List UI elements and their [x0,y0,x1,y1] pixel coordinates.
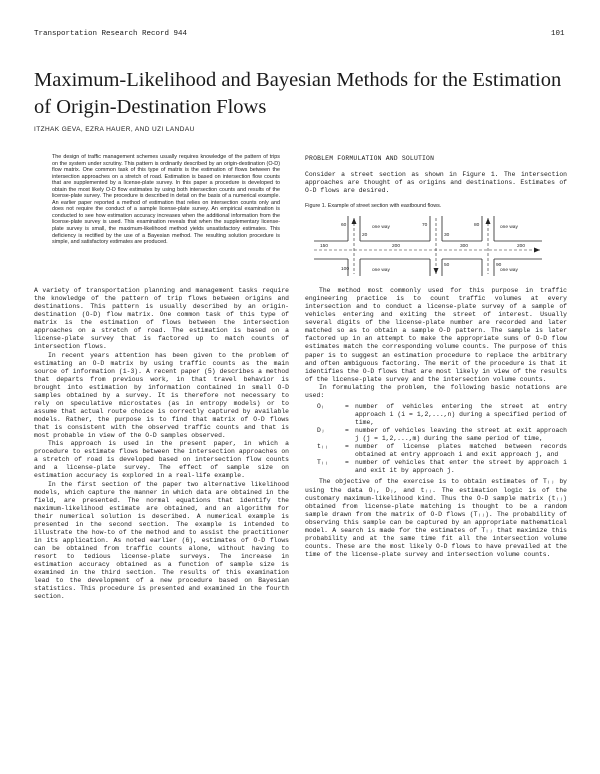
paragraph: In formulating the problem, the following basic notations are used: [305,383,567,399]
street-diagram [312,214,544,278]
right-column [305,287,567,559]
flow-label: 150 [320,244,329,249]
north-arrow-icon [486,218,491,224]
flow-label: 300 [460,244,469,249]
definition-item: Oᵢ = number of vehicles entering the street at entry approach i (i = 1,2,...,n) during a specified period of time, [317,402,567,426]
flow-label: 50 [444,263,450,268]
flow-label: 70 [422,223,428,228]
flow-label: 200 [392,244,401,249]
definition-item: tᵢⱼ = number of license plates matched between records obtained at entry approach i and exit approach j, and [317,443,567,459]
oneway-label: one way [372,268,390,273]
flow-label: 30 [444,233,450,238]
oneway-label: one way [500,268,518,273]
paragraph: The objective of the exercise is to obtain estimates of Tᵢⱼ by using the data Oᵢ, Dⱼ, and tᵢⱼ. The estimation logic is of the customary maximum-likelihood kind. Thus the O-D sample matrix (tᵢⱼ) obtained from license-plate matching is thought to be a random sample drawn from the matrix of O-D flows (Tᵢⱼ). The probability of observing this sample can be captured by an appropriate mathematical model. A search is made for the estimates of Tᵢⱼ that maximize this probability and at the same time fit all the intersection volume counts. These are the most likely O-D flows to have prevailed at the time of the license-plate survey and intersection volume counts. [305,478,567,558]
paragraph: A variety of transportation planning and management tasks require the knowledge of the pattern of trip flows between origins and destinations. This pattern is usually described by an origin-destination (O-D) flow matrix. One common task of this type of matrix is the estimation of flows between the intersection approaches on a stretch of road. The estimation is based on a license-plate survey that is factored up to match counts of intersection flows. [34,287,289,351]
notation-list [305,403,567,476]
flow-label: 60 [341,223,347,228]
page-number: 101 [551,30,565,38]
left-column [34,287,289,601]
figure-caption: Figure 1. Example of street section with eastbound flows. [305,203,442,209]
paragraph: This approach is used in the present paper, in which a procedure to estimate flows between the intersection approaches on a stretch of road is developed based on intersection flow counts and a license-plate survey. The effect of sample size on estimation accuracy is explored in a real-life example. [34,440,289,480]
paragraph: In the first section of the paper two alternative likelihood models, which capture the manner in which data are obtained in the field, are presented. The normal equations that identify the maximum-likelihood estimate are obtained, and an algorithm for their numerical solution is described. A numerical example is presented in the second section. The example is intended to illustrate the how-to of the method and to assist the practitioner in its application. As noted earlier (6), estimates of O-D flows can be obtained from traffic counts alone, without having to resort to tedious license-plate surveys. The increase in estimation accuracy obtained as a function of sample size is examined in the third section. The results of this examination lead to the development of a new procedure based on Bayesian statistics. This procedure is presented and examined in the fourth section. [34,480,289,601]
paragraph: The method most commonly used for this purpose in traffic engineering practice is to count traffic volumes at every intersection and to conduct a license-plate survey of a sample of vehicles entering and exiting the street of interest. Usually several digits of the license-plate number are recorded and later matched so as to obtain a sample O-D pattern. The sample is later factored up in an attempt to make the appropriate sums of O-D flow estimates match the corresponding volume counts. The purpose of this paper is to suggest an estimation procedure to replace the arbitrary and often ambiguous factoring. The merit of the procedure is that it identifies the O-D flows that are most likely in view of the results of the license-plate survey and the intersection volume counts. [305,287,567,383]
abstract: The design of traffic management schemes usually requires knowledge of the pattern of trips on the system under scrutiny. This pattern is ordinarily described by an origin-destination (O-D) flow matrix. One common task of this type of matrix is the estimation of flows between the intersection approaches on a stretch of road. Estimation is based on intersection flow counts that are supplemented by a license-plate survey. In this paper a procedure is developed to obtain the most likely O-D flow estimates by using both intersection counts and results of the license-plate survey. The procedure is described in detail on the basis of a numerical example. An earlier paper reported a method of estimation that relies on intersection counts only and does not require the conduct of a sample license-plate survey. An empirical examination is conducted to see how estimation accuracy increases when the additional information from the license-plate survey is used. This examination reveals that when the supplementary license-plate survey is small, the maximum-likelihood method yields unsatisfactory estimates. This deficiency is rectified by the use of a Bayesian method. The resulting solution procedure is simple, and satisfactory estimates are produced. [52,154,280,246]
eastbound-arrow-icon [534,248,540,253]
paper-title: Maximum-Likelihood and Bayesian Methods for the Estimation of Origin-Destination Flows [34,69,562,118]
definition-item: Tᵢⱼ = number of vehicles that enter the street by approach i and exit it by approach j. [317,459,567,475]
flow-label: 90 [496,263,502,268]
flow-label: 200 [517,244,526,249]
authors: ITZHAK GEVA, EZRA HAUER, AND UZI LANDAU [34,126,195,133]
definition-item: Dⱼ = number of vehicles leaving the street at exit approach j (j = 1,2,...,m) during the same period of time, [317,427,567,443]
journal-header: Transportation Research Record 944 [34,30,188,38]
oneway-label: one way [500,225,518,230]
oneway-label: one way [372,225,390,230]
flow-label: 80 [474,223,480,228]
section-heading: PROBLEM FORMULATION AND SOLUTION [305,155,435,162]
flow-label: 20 [362,233,368,238]
flow-label: 100 [341,267,350,272]
paragraph: In recent years attention has been given to the problem of estimating an O-D matrix by using traffic counts as the main source of information (1-3). A recent paper (5) describes a method that departs from previous work, in that travel behavior is brought into estimation by information contained in small O-D samples obtained by a survey. It is therefore not necessary to rely on speculative microstates (as in entropy models) or to assume that actual route choice is correctly captured by available models. Rather, the purpose is to find that matrix of O-D flows that is consistent with the observed traffic counts and that is most probable in view of the O-D samples observed. [34,351,289,440]
intro-paragraph: Consider a street section as shown in Figure 1. The intersection approaches are thought of as origins and destinations. Estimates of O-D flows are desired. [305,171,567,195]
north-arrow-icon [352,218,357,224]
south-arrow-icon [434,268,439,274]
